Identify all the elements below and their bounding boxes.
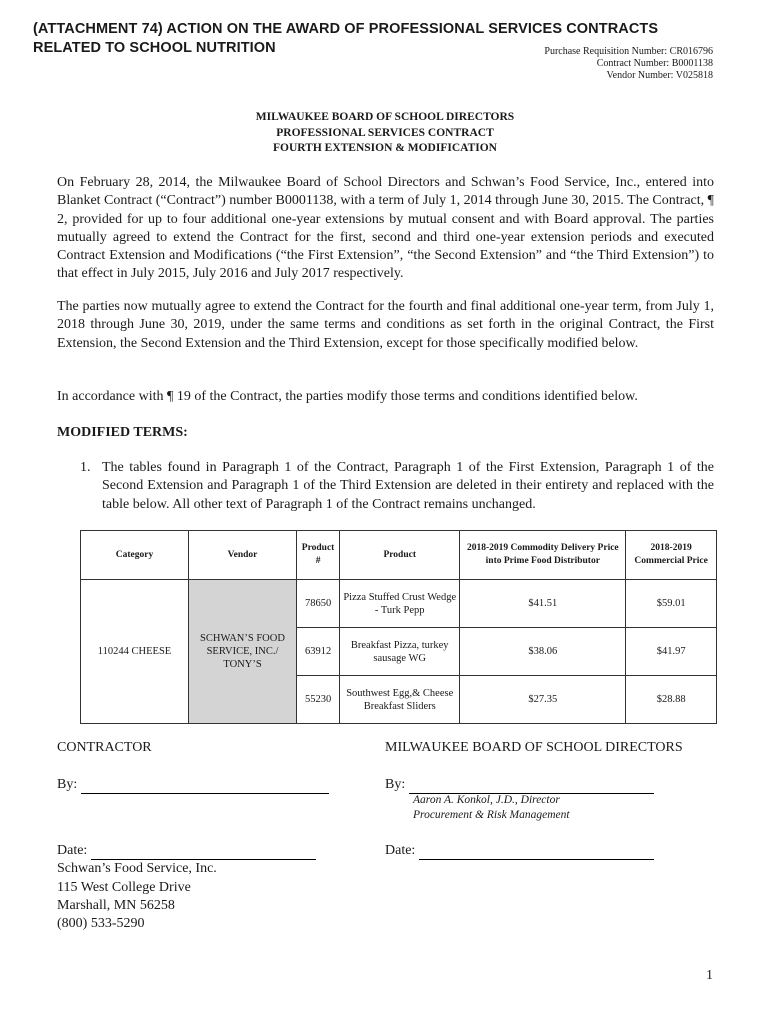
board-label: MILWAUKEE BOARD OF SCHOOL DIRECTORS	[385, 740, 683, 755]
board-signer	[413, 793, 570, 823]
paragraph-background: On February 28, 2014, the Milwaukee Board of School Directors and Schwan’s Food Service, Inc., entered into Blanket Contract (“Contract”) number B0001138, with a term of July 1, 2014 through June 30, 2015. The Contract, ¶ 2, provided for up to four additional one-year extensions by mutual consent and with Board approval. The parties mutually agreed to extend the Contract for the first, second and third one-year extension periods and executed Contract Extension and Modifications (“the First Extension”, “the Second Extension” and “the Third Extension”) to that effect in July 2015, July 2016 and July 2017 respectively.	[57, 175, 714, 282]
paragraph-extension: The parties now mutually agree to extend the Contract for the fourth and final additional one-year term, from July 1, 2018 through June 30, 2019, under the same terms and conditions as set forth in the original Contract, the First Extension, the Second Extension and the Third Extension, except for those specifically modified below.	[57, 299, 714, 351]
heading-line-2: PROFESSIONAL SERVICES CONTRACT	[276, 126, 494, 139]
header-vendor: Vendor	[189, 531, 297, 580]
board-date-line[interactable]	[419, 845, 654, 860]
signer-name: Aaron A. Konkol, J.D., Director	[413, 794, 560, 806]
vendor-cell: SCHWAN’S FOOD SERVICE, INC./ TONY’S	[189, 580, 297, 724]
contractor-date-block	[57, 842, 316, 933]
product-cell: Pizza Stuffed Crust Wedge - Turk Pepp	[340, 580, 460, 628]
commodity-price-cell: $27.35	[460, 676, 626, 724]
item-number: 1.	[80, 460, 91, 475]
commercial-price-cell: $41.97	[626, 628, 717, 676]
category-cell: 110244 CHEESE	[81, 580, 189, 724]
reference-numbers	[544, 46, 713, 82]
modified-term-item	[80, 459, 714, 514]
signer-title: Procurement & Risk Management	[413, 809, 570, 821]
by-label: By:	[385, 777, 406, 792]
header-commercial-price: 2018-2019 Commercial Price	[626, 531, 717, 580]
vendor-number: Vendor Number: V025818	[606, 70, 713, 81]
product-number-cell: 63912	[297, 628, 340, 676]
contract-heading	[0, 110, 770, 157]
modified-terms-heading: MODIFIED TERMS:	[57, 425, 188, 440]
header-commodity-price: 2018-2019 Commodity Delivery Price into Prime Food Distributor	[460, 531, 626, 580]
commercial-price-cell: $28.88	[626, 676, 717, 724]
title-line-1: (ATTACHMENT 74) ACTION ON THE AWARD OF PROFESSIONAL SERVICES CONTRACTS	[33, 21, 659, 37]
contractor-phone: (800) 533-5290	[57, 916, 145, 932]
contractor-address-1: 115 West College Drive	[57, 879, 191, 895]
contract-number: Contract Number: B0001138	[596, 58, 713, 69]
product-cell: Southwest Egg,& Cheese Breakfast Sliders	[340, 676, 460, 724]
header-category: Category	[81, 531, 189, 580]
heading-line-1: MILWAUKEE BOARD OF SCHOOL DIRECTORS	[255, 111, 515, 123]
price-table	[80, 530, 717, 724]
date-label: Date:	[57, 843, 88, 858]
commercial-price-cell: $59.01	[626, 580, 717, 628]
board-date-row	[385, 842, 654, 860]
table-row	[81, 580, 717, 628]
contractor-by-row	[57, 776, 329, 794]
contractor-date-line[interactable]	[91, 845, 316, 860]
contractor-label: CONTRACTOR	[57, 740, 152, 755]
product-number-cell: 55230	[297, 676, 340, 724]
purchase-requisition-number: Purchase Requisition Number: CR016796	[544, 46, 713, 57]
heading-line-3: FOURTH EXTENSION & MODIFICATION	[273, 142, 497, 154]
contractor-name: Schwan’s Food Service, Inc.	[57, 861, 217, 877]
item-text: The tables found in Paragraph 1 of the Contract, Paragraph 1 of the First Extension, Paragraph 1 of the Second Extension and Paragraph 1 of the Third Extension are deleted in their entirety and replaced with the table below. All other text of Paragraph 1 of the Contract remains unchanged.	[102, 460, 714, 512]
table-header-row	[81, 531, 717, 580]
product-cell: Breakfast Pizza, turkey sausage WG	[340, 628, 460, 676]
paragraph-accordance: In accordance with ¶ 19 of the Contract, the parties modify those terms and conditions identified below.	[57, 389, 638, 404]
product-number-cell: 78650	[297, 580, 340, 628]
date-label: Date:	[385, 843, 416, 858]
header-product: Product	[340, 531, 460, 580]
page-number: 1	[706, 968, 713, 983]
title-line-2: RELATED TO SCHOOL NUTRITION	[33, 40, 276, 56]
commodity-price-cell: $41.51	[460, 580, 626, 628]
contractor-address-2: Marshall, MN 56258	[57, 897, 175, 913]
contractor-signature-line[interactable]	[81, 779, 329, 794]
by-label: By:	[57, 777, 78, 792]
board-by-row	[385, 776, 654, 794]
header-product-number: Product #	[297, 531, 340, 580]
contractor-date-row	[57, 842, 316, 860]
commodity-price-cell: $38.06	[460, 628, 626, 676]
